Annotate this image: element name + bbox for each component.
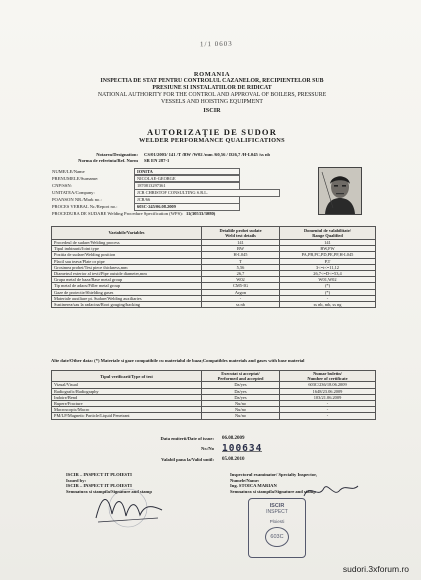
authority-name-en-1: NATIONAL AUTHORITY FOR THE CONTROL AND APPROVAL OF BOILERS, PRESSURE <box>97 92 327 98</box>
inspector-line: Ing. STOICA MARIAN <box>230 483 277 489</box>
table-cell: Materiale auxiliare pt. Sudare/Welding auxiliaries <box>52 295 202 301</box>
welder-photo <box>318 167 362 215</box>
issuer-line: ISCIR – INSPECT IT PLOIESTI <box>66 483 132 489</box>
portrait-image <box>319 168 361 214</box>
stamp-line: INSPECT <box>266 509 288 515</box>
table-cell: Pozitia de sudare/Welding position <box>52 252 202 258</box>
table-cell: Placil sau teava/Plate or pipe <box>52 258 202 264</box>
table-cell: BW <box>202 246 280 252</box>
column-header: Variabile/Variables <box>52 227 202 240</box>
inspector-line: Semnatura si stampila/Signature and stamp <box>230 488 316 494</box>
issuer-signature-scribble <box>88 488 168 530</box>
table-cell: Da/yes <box>202 388 280 394</box>
table-cell: Sustinerea/sau la radacina/Root gouging/backing <box>52 302 202 308</box>
authority-acronym: ISCIR <box>203 107 221 114</box>
table-cell: Tipul imbinarii/Joint type <box>52 246 202 252</box>
title-en: WELDER PERFORMANCE QUALIFICATIONS <box>139 137 285 144</box>
table-cell: (*) <box>280 283 376 289</box>
identity-label: POANSON NR./Mark no.: <box>52 197 102 203</box>
table-cell: Radiografic/Radiography <box>52 388 202 394</box>
other-data-note: Alte date/Other data: (*) Materiale si gaze compatibile cu materialul de baza;Compatibles materials and gases with base material <box>51 358 305 363</box>
welder-identity <box>52 168 302 218</box>
table-cell: BW,FW <box>280 246 376 252</box>
table-cell: 1648/23.06.2009 <box>280 388 376 394</box>
table-cell: (*) <box>280 289 376 295</box>
identity-value: NICOLAE-GEORGE <box>134 175 240 183</box>
inspector-line: Numele/Name: <box>230 477 260 483</box>
column-header: Numar buletin/ Number of certificate <box>280 371 376 382</box>
table-cell: ss nb, mb, ss ng <box>280 302 376 308</box>
identity-row <box>52 203 302 210</box>
column-header: Domeniul de valabilitate/ Range Qualified <box>280 227 376 240</box>
issuer-line: ISCIR – INSPECT IT PLOIESTI <box>66 472 132 477</box>
identity-value: 11(30533/3080) <box>185 211 216 217</box>
table-row <box>52 413 376 419</box>
table-cell: P,T <box>280 258 376 264</box>
table-cell: Procedeul de sudare/Welding process <box>52 240 202 246</box>
notation-block <box>48 152 378 163</box>
inspector-line: Inspectorul examinator/ Specialty Inspector, <box>230 472 317 477</box>
table-cell: 141 <box>280 240 376 246</box>
stamp-line: Ploiesti <box>269 519 285 524</box>
identity-label: CNP/SSN: <box>52 182 72 188</box>
authority-name-en-2: VESSELS AND HOISTING EQUIPMENT <box>161 99 263 105</box>
dates-block <box>128 434 328 464</box>
table-cell: Da/yes <box>202 382 280 388</box>
stamp-line: ISCIR <box>269 503 285 509</box>
table-cell: T <box>202 258 280 264</box>
identity-value: JCR/66 <box>134 196 240 204</box>
identity-value: 603C-245/06.08.2009 <box>134 203 240 211</box>
column-header: Detaliile probei sudate Weld test details <box>202 227 280 240</box>
ref-norm-label: Norma de referinta/Ref. Norm <box>78 157 138 163</box>
table-cell: CM5-IG <box>202 283 280 289</box>
table-cell: Grupa metal de baza/Base metal group <box>52 277 202 283</box>
issue-date-value: 06.08.2009 <box>222 435 245 441</box>
table-cell: 5,56 <box>202 264 280 270</box>
identity-label: NUME/LE/Name <box>52 168 85 174</box>
certificate-number-label: Nr./No <box>201 446 214 452</box>
table-cell: 26,7<=D<=53,4 <box>280 271 376 277</box>
table-cell: PA,PB,PC,PD,PE,PF,H-L045 <box>280 252 376 258</box>
identity-value: 1870813297361 <box>134 182 240 190</box>
issuer-line: Issued by: <box>66 477 87 483</box>
site-watermark: sudori.3xforum.ro <box>342 564 409 574</box>
table-cell: Nu/no <box>202 407 280 413</box>
table-cell: 3<=t<=11,12 <box>280 264 376 270</box>
identity-label: PRENUMELE/Surname: <box>52 175 99 181</box>
identity-value: IONITA <box>134 168 240 176</box>
stamp-line: 603C <box>270 534 284 540</box>
identity-label: PROCES VERBAL Nr./Report no.: <box>52 204 118 210</box>
table-cell: PM/LP/Magnetic Particle/Liquid Penetrant <box>52 413 202 419</box>
table-cell: 141 <box>202 240 280 246</box>
table-cell: Macroscopic/Macro <box>52 407 202 413</box>
country-name: ROMANIA <box>193 71 231 78</box>
identity-value: JCR CHRISTOF CONSULTING S.R.L. <box>134 189 280 197</box>
inspector-signature-scribble <box>300 478 360 504</box>
table-cell: H-L045 <box>202 252 280 258</box>
table-cell: Diametrul exterior al tevii/Pipe outside diameter,mm <box>52 271 202 277</box>
table-cell: Nu/no <box>202 413 280 419</box>
authority-name-ro-2: PRESIUNE SI INSTALATIILOR DE RIDICAT <box>152 85 272 91</box>
tests-table <box>51 370 376 420</box>
table-cell: - <box>202 295 280 301</box>
table-cell: - <box>280 401 376 407</box>
column-header: Executat si acceptat/ Performed and accepted <box>202 371 280 382</box>
identity-row-wps <box>52 211 314 218</box>
table-cell: Grosimea probei/Test piece thickness,mm <box>52 264 202 270</box>
table-cell: Gaze de protectie/Shielding gases <box>52 289 202 295</box>
table-cell: W02 <box>202 277 280 283</box>
authority-header <box>36 71 388 114</box>
issue-date-label: Data emiterii/Date of issue: <box>160 435 214 441</box>
table-cell: 603C/236/18.06.2009 <box>280 382 376 388</box>
table-cell: - <box>280 407 376 413</box>
table-cell: Da/yes <box>202 394 280 400</box>
variables-table <box>51 226 376 308</box>
table-cell: 103/21.06.2009 <box>280 394 376 400</box>
issuer-line: Semnatura si stampila/Signature and stamp <box>66 488 152 494</box>
table-cell: Vizual/Visual <box>52 382 202 388</box>
identity-label: PROCEDURA DE SUDARE Welding Procedure Specification (WPS): <box>52 211 183 217</box>
variables-header-row <box>52 227 376 240</box>
designation-value: CS/01/2003/ 141 /T /BW /W02 /mm /60,56 / D26,7 /H-L045 /ss nb <box>144 152 271 157</box>
tests-header-row <box>52 371 376 382</box>
table-row <box>52 302 376 308</box>
certificate-title <box>40 127 384 144</box>
table-cell: Indoire/Bend <box>52 394 202 400</box>
table-cell: ss nb <box>202 302 280 308</box>
inspector-stamp <box>248 498 306 558</box>
table-cell: 26,7 <box>202 271 280 277</box>
authority-name-ro-1: INSPECTIA DE STAT PENTRU CONTROLUL CAZANELOR, RECIPIENTELOR SUB <box>100 78 324 84</box>
valid-until-label: Valabil pana la/Valid until: <box>161 456 214 462</box>
column-header: Tipul verificarii/Type of test <box>52 371 202 382</box>
table-cell: Tip metal de adaos/Filler metal group <box>52 283 202 289</box>
title-ro: AUTORIZAŢIE DE SUDOR <box>146 127 278 137</box>
designation-label: Notarea/Designation: <box>96 152 138 157</box>
table-cell: Nu/no <box>202 401 280 407</box>
ref-norm-value: SR EN 287-1 <box>144 157 170 163</box>
stamp-circle <box>265 527 289 547</box>
certificate-number: 100634 <box>222 442 263 454</box>
table-cell: - <box>280 413 376 419</box>
handwritten-number: 1/1 0603 <box>199 39 233 49</box>
table-cell: W01,W02 <box>280 277 376 283</box>
identity-label: UNITATEA/Company: <box>52 190 95 196</box>
table-cell: Argon <box>202 289 280 295</box>
valid-until-value: 05.08.2010 <box>222 456 245 462</box>
table-cell: Rupere/Fracture <box>52 401 202 407</box>
table-cell: - <box>280 295 376 301</box>
